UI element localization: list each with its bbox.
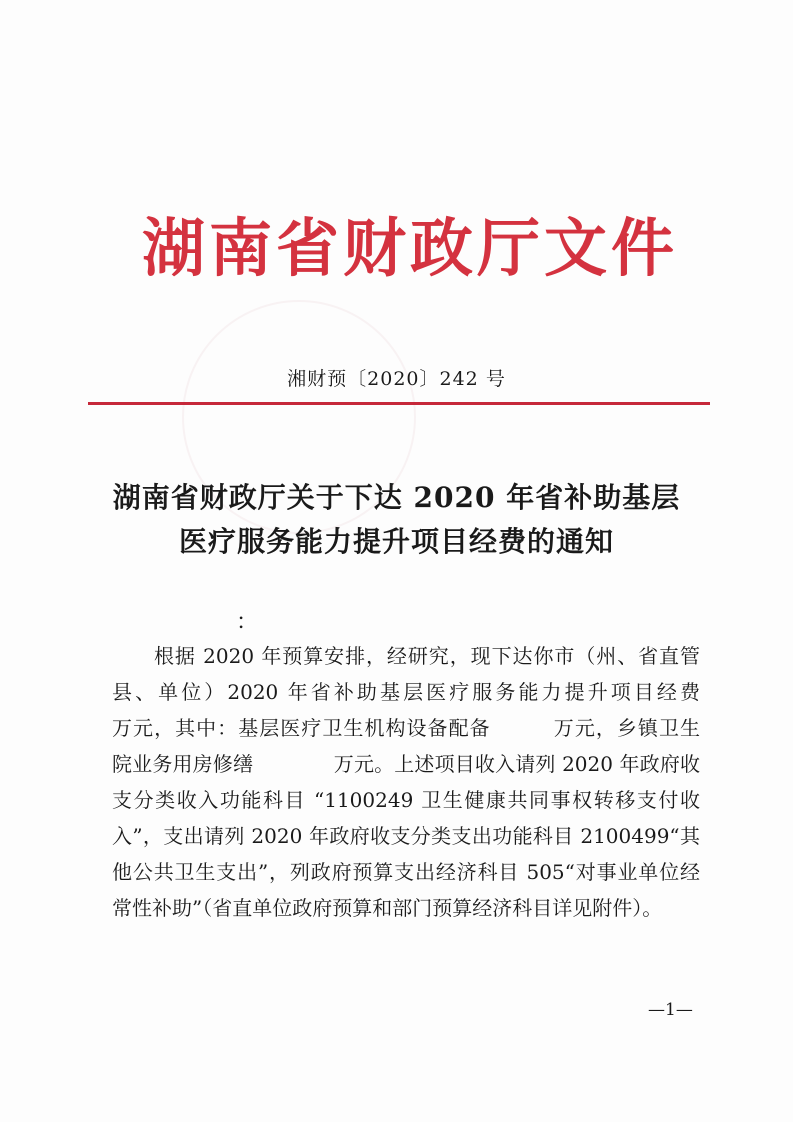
- body-line-7: 他公共卫生支出”，列政府预算支出经济科目 505“对事业单位经: [112, 860, 700, 884]
- body-line-5: 支分类收入功能科目 “1100249 卫生健康共同事权转移支付收: [112, 788, 700, 812]
- addressee: ：: [236, 610, 259, 635]
- body-line-1: 根据 2020 年预算安排，经研究，现下达你市（州、省直管: [154, 644, 700, 668]
- body-paragraph: [112, 638, 700, 926]
- body-line-8: 常性补助”（省直单位政府预算和部门预算经济科目详见附件）。: [112, 896, 663, 920]
- page-number: —1—: [648, 1000, 693, 1020]
- document-title: [100, 476, 693, 564]
- body-line-4: 院业务用房修缮 万元。上述项目收入请列 2020 年政府收: [112, 752, 700, 776]
- body-line-6: 入”，支出请列 2020 年政府收支分类支出功能科目 2100499“其: [112, 824, 700, 848]
- red-separator-rule: [88, 402, 710, 405]
- document-title-line-1: 湖南省财政厅关于下达 2020 年省补助基层: [112, 481, 681, 514]
- document-number: 湘财预〔2020〕242 号: [287, 368, 506, 390]
- body-line-2: 县、单位）2020 年省补助基层医疗服务能力提升项目经费: [112, 680, 700, 704]
- body-line-3: 万元，其中：基层医疗卫生机构设备配备 万元，乡镇卫生: [112, 716, 700, 740]
- document-title-line-2: 医疗服务能力提升项目经费的通知: [178, 525, 614, 558]
- issuing-authority-header: 湖南省财政厅文件: [142, 211, 678, 285]
